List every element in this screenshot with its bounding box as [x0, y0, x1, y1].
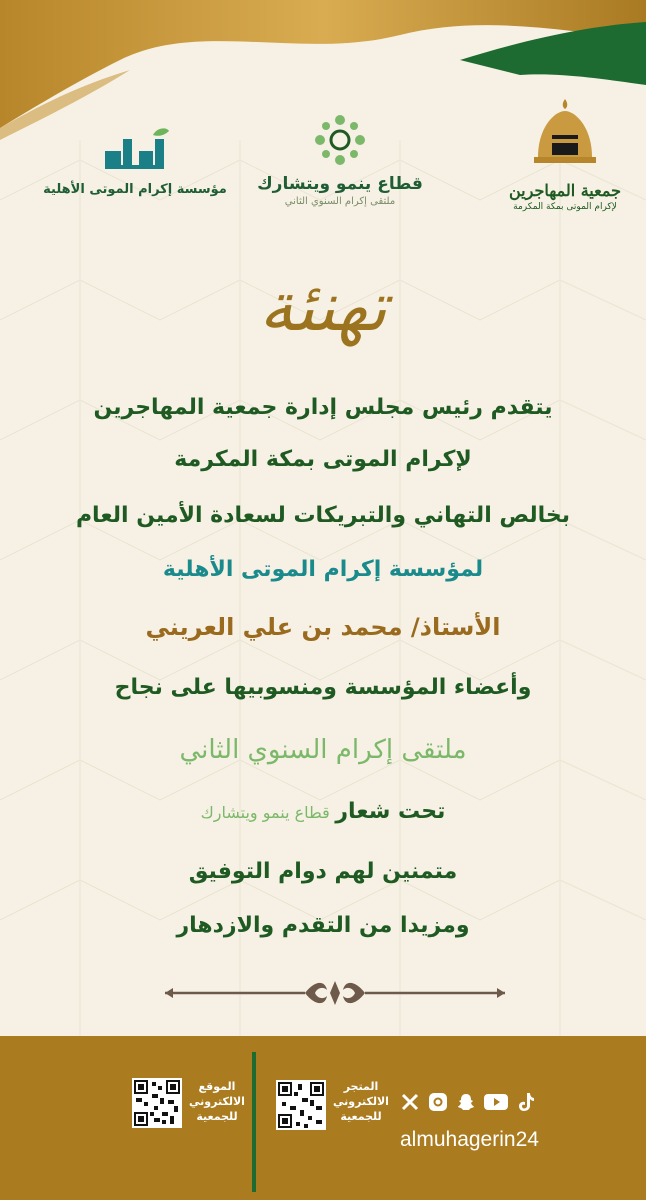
- ornament-divider: [165, 978, 505, 1008]
- message-line-7: ملتقى إكرام السنوي الثاني: [179, 735, 467, 765]
- slogan-prefix: تحت شعار: [335, 799, 446, 824]
- social-handle[interactable]: almuhagerin24: [400, 1128, 539, 1151]
- store-label-line-2: الالكتروني: [333, 1094, 389, 1108]
- message-line-4: لمؤسسة إكرام الموتى الأهلية: [162, 557, 484, 582]
- kaaba-dome-icon: [530, 97, 600, 177]
- website-label-line-2: الالكتروني: [189, 1094, 245, 1108]
- message-line-2: لإكرام الموتى بمكة المكرمة: [174, 447, 472, 472]
- footer-separator: [252, 1052, 256, 1192]
- muhajireen-caption: جمعية المهاجرين: [508, 181, 621, 200]
- message-line-3: بخالص التهاني والتبريكات لسعادة الأمين العام: [75, 503, 571, 528]
- qr-icon: [132, 1078, 182, 1128]
- muhajireen-sub: لإكرام الموتى بمكة المكرمة: [513, 202, 617, 212]
- tiktok-icon[interactable]: [516, 1092, 536, 1112]
- website-label-line-3: للجمعية: [196, 1109, 238, 1123]
- muhajireen-logo: [495, 97, 635, 212]
- message-line-10: ومزيدا من التقدم والازدهار: [176, 913, 470, 938]
- website-label: [186, 1080, 248, 1125]
- message-line-6: وأعضاء المؤسسة ومنسوبيها على نجاح: [114, 675, 532, 700]
- ikram-foundation-logo: [30, 125, 240, 197]
- social-icons: [400, 1092, 560, 1112]
- flower-icon: [310, 110, 370, 170]
- youtube-icon[interactable]: [484, 1092, 508, 1112]
- logos-row: [0, 105, 646, 265]
- website-qr-code[interactable]: [132, 1078, 182, 1128]
- ikram-mark-icon: [95, 125, 175, 175]
- ikram-logo-mark: [30, 125, 240, 182]
- x-icon[interactable]: [400, 1092, 420, 1112]
- instagram-icon[interactable]: [428, 1092, 448, 1112]
- sector-sub: ملتقى إكرام السنوي الثاني: [284, 196, 396, 207]
- slogan-text: قطاع ينمو ويتشارك: [200, 803, 330, 822]
- greeting-title: تهنئة: [259, 268, 387, 347]
- store-label-line-1: المتجر: [343, 1080, 379, 1093]
- store-label: [330, 1080, 392, 1125]
- store-label-line-3: للجمعية: [340, 1109, 382, 1123]
- snapchat-icon[interactable]: [456, 1092, 476, 1112]
- message-line-5: الأستاذ/ محمد بن علي العريني: [145, 613, 501, 641]
- sector-caption: قطاع ينمو ويتشارك: [257, 174, 423, 194]
- message-line-9: متمنين لهم دوام التوفيق: [188, 859, 458, 884]
- store-qr-code[interactable]: [276, 1080, 326, 1130]
- ikram-caption: مؤسسة إكرام الموتى الأهلية: [43, 182, 227, 197]
- website-label-line-1: الموقع: [198, 1080, 236, 1093]
- qr-icon: [276, 1080, 326, 1130]
- message-line-8: [0, 799, 646, 824]
- message-line-1: يتقدم رئيس مجلس إدارة جمعية المهاجرين: [93, 395, 553, 420]
- sector-logo: [240, 110, 440, 207]
